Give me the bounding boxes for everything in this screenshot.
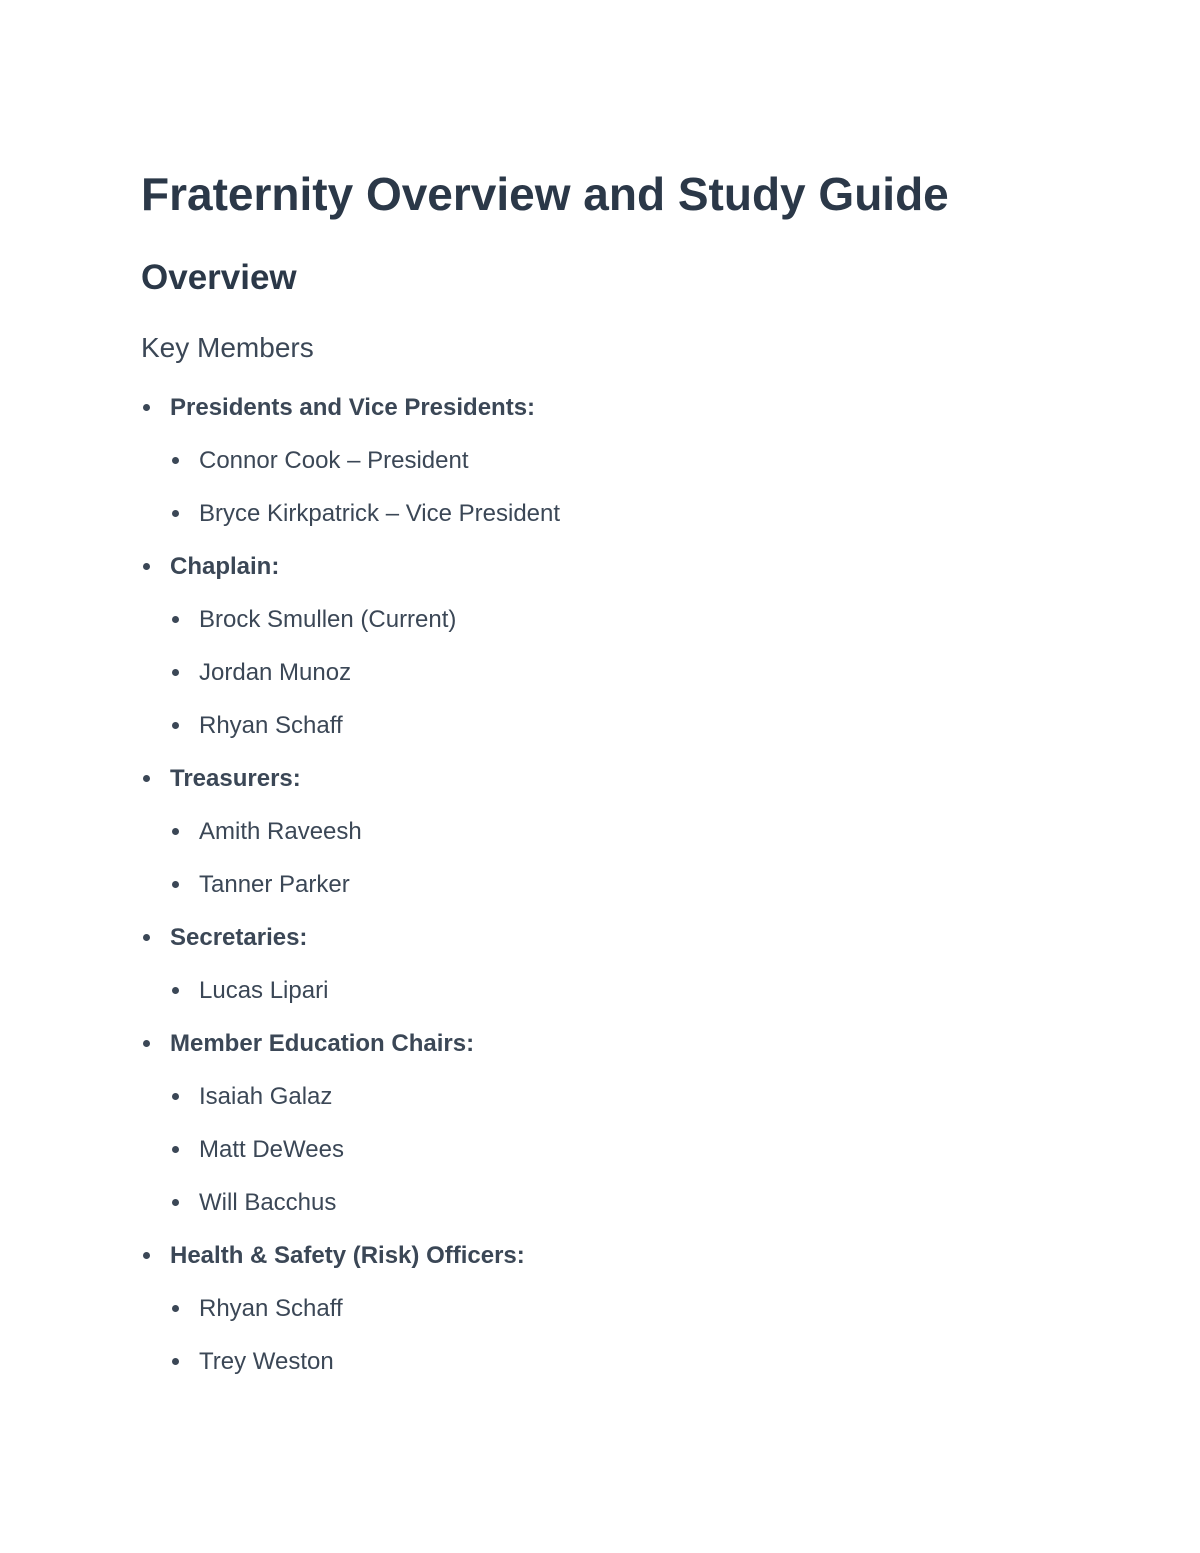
member-item <box>141 858 1101 911</box>
bullet-icon <box>143 775 150 782</box>
member-name: Will Bacchus <box>199 1188 337 1216</box>
member-name: Trey Weston <box>199 1347 334 1375</box>
key-members-list <box>141 381 1101 1388</box>
member-name: Isaiah Galaz <box>199 1082 333 1110</box>
member-name: Jordan Munoz <box>199 658 352 686</box>
bullet-icon <box>172 1305 179 1312</box>
bullet-icon <box>143 404 150 411</box>
member-item <box>141 1282 1101 1335</box>
member-name: Matt DeWees <box>199 1135 344 1163</box>
member-item <box>141 1070 1101 1123</box>
bullet-icon <box>172 722 179 729</box>
bullet-icon <box>172 616 179 623</box>
bullet-icon <box>172 881 179 888</box>
member-item <box>141 1176 1101 1229</box>
bullet-icon <box>143 1040 150 1047</box>
role-group-label: Chaplain: <box>170 552 280 580</box>
member-name: Tanner Parker <box>199 870 350 898</box>
member-item <box>141 805 1101 858</box>
section-title-overview: Overview <box>141 258 297 297</box>
role-group-heading <box>141 381 1101 434</box>
bullet-icon <box>172 1146 179 1153</box>
member-name: Rhyan Schaff <box>199 1294 343 1322</box>
role-group-heading <box>141 911 1101 964</box>
role-group-label: Presidents and Vice Presidents: <box>170 393 536 421</box>
role-group-heading <box>141 752 1101 805</box>
member-name: Connor Cook – President <box>199 446 469 474</box>
bullet-icon <box>172 828 179 835</box>
bullet-icon <box>172 987 179 994</box>
member-item <box>141 487 1101 540</box>
bullet-icon <box>143 563 150 570</box>
role-group-label: Secretaries: <box>170 923 308 951</box>
bullet-icon <box>172 457 179 464</box>
bullet-icon <box>143 934 150 941</box>
bullet-icon <box>172 1199 179 1206</box>
subsection-title-key-members: Key Members <box>141 332 314 363</box>
member-item <box>141 434 1101 487</box>
bullet-icon <box>143 1252 150 1259</box>
role-group-label: Member Education Chairs: <box>170 1029 475 1057</box>
member-item <box>141 593 1101 646</box>
member-item <box>141 964 1101 1017</box>
role-group-heading <box>141 1229 1101 1282</box>
role-group-label: Treasurers: <box>170 764 301 792</box>
member-name: Lucas Lipari <box>199 976 329 1004</box>
member-item <box>141 699 1101 752</box>
bullet-icon <box>172 669 179 676</box>
bullet-icon <box>172 510 179 517</box>
member-item <box>141 1335 1101 1388</box>
role-group-label: Health & Safety (Risk) Officers: <box>170 1241 525 1269</box>
member-name: Rhyan Schaff <box>199 711 343 739</box>
member-name: Brock Smullen (Current) <box>199 605 457 633</box>
member-name: Bryce Kirkpatrick – Vice President <box>199 499 561 527</box>
role-group-heading <box>141 540 1101 593</box>
role-group-heading <box>141 1017 1101 1070</box>
bullet-icon <box>172 1358 179 1365</box>
member-name: Amith Raveesh <box>199 817 362 845</box>
member-item <box>141 646 1101 699</box>
document-title: Fraternity Overview and Study Guide <box>141 168 949 220</box>
member-item <box>141 1123 1101 1176</box>
bullet-icon <box>172 1093 179 1100</box>
